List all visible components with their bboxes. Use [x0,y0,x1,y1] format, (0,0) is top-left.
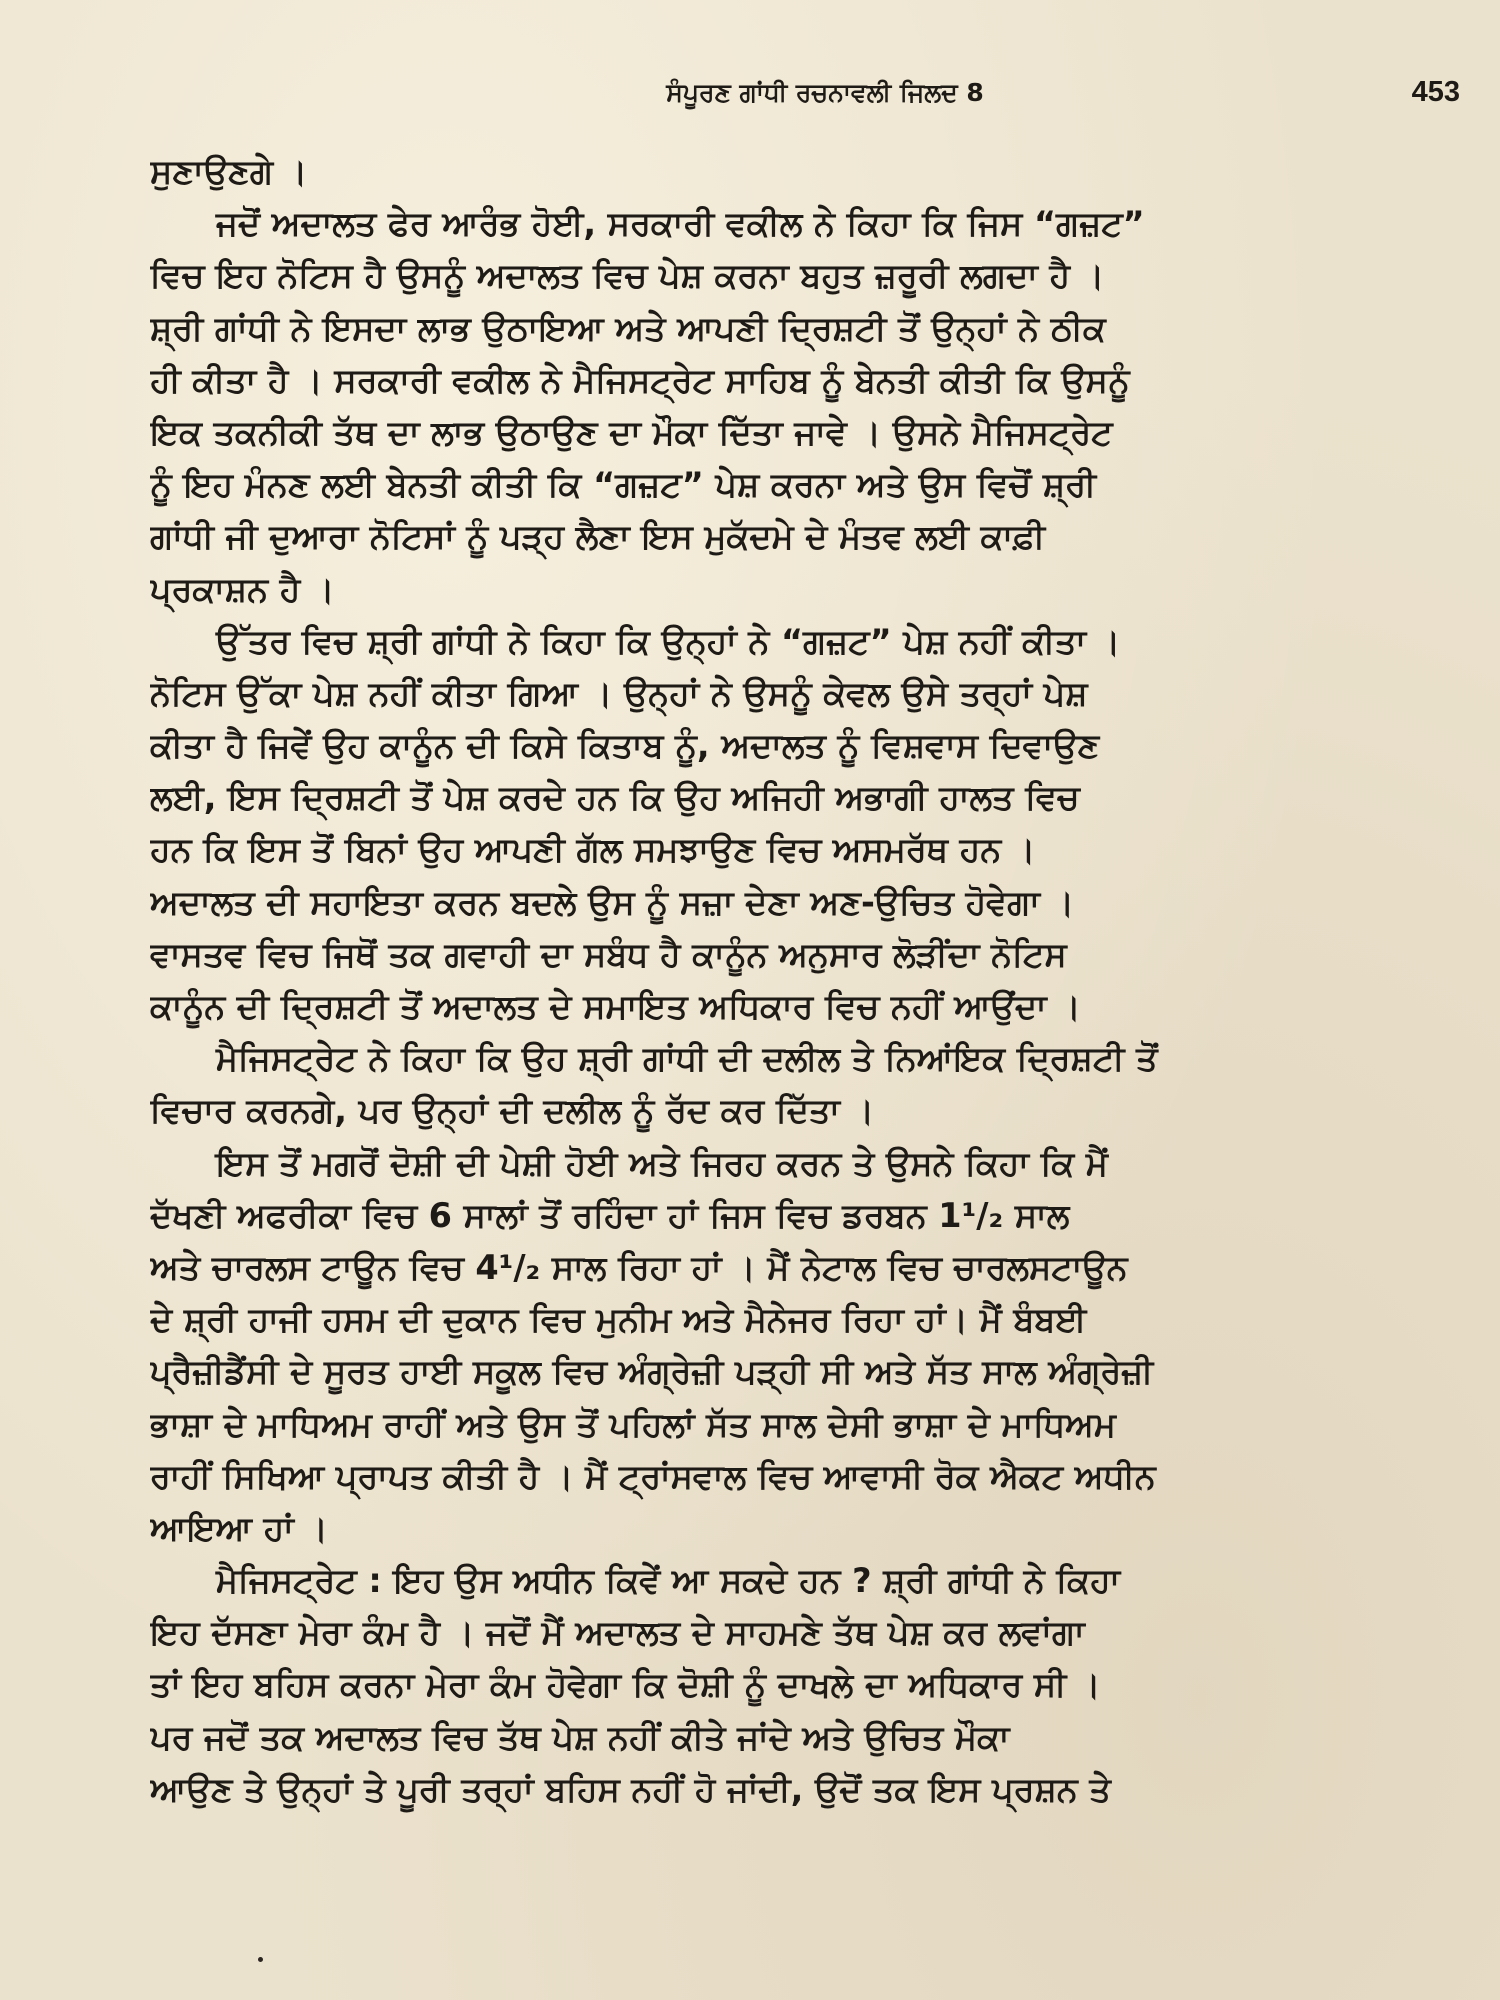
text-line: ਨੂੰ ਇਹ ਮੰਨਣ ਲਈ ਬੇਨਤੀ ਕੀਤੀ ਕਿ “ਗਜ਼ਟ” ਪੇਸ਼ ਕਰਨਾ ਅਤੇ ਉਸ ਵਿਚੋਂ ਸ਼੍ਰੀ [150,465,1097,505]
text-line: ਆਉਣ ਤੇ ਉਨ੍ਹਾਂ ਤੇ ਪੂਰੀ ਤਰ੍ਹਾਂ ਬਹਿਸ ਨਹੀਂ ਹੋ ਜਾਂਦੀ, ਉਦੋਂ ਤਕ ਇਸ ਪ੍ਰਸ਼ਨ ਤੇ [150,1769,1111,1809]
text-line: ਸੁਣਾਉਣਗੇ । [150,152,308,191]
running-header [150,78,1460,122]
text-line: ਤਾਂ ਇਹ ਬਹਿਸ ਕਰਨਾ ਮੇਰਾ ਕੰਮ ਹੋਵੇਗਾ ਕਿ ਦੋਸ਼ੀ ਨੂੰ ਦਾਖਲੇ ਦਾ ਅਧਿਕਾਰ ਸੀ । [150,1665,1101,1705]
text-line: ਵਿਚਾਰ ਕਰਨਗੇ, ਪਰ ਉਨ੍ਹਾਂ ਦੀ ਦਲੀਲ ਨੂੰ ਰੱਦ ਕਰ ਦਿੱਤਾ । [150,1091,875,1131]
body-text [150,146,1460,1816]
ink-speck [258,1957,263,1962]
text-line: ਦੱਖਣੀ ਅਫਰੀਕਾ ਵਿਚ 6 ਸਾਲਾਂ ਤੋਂ ਰਹਿੰਦਾ ਹਾਂ ਜਿਸ ਵਿਚ ਡਰਬਨ 1¹/₂ ਸਾਲ [150,1195,1070,1235]
text-line: ਅਤੇ ਚਾਰਲਸ ਟਾਊਨ ਵਿਚ 4¹/₂ ਸਾਲ ਰਿਹਾ ਹਾਂ । ਮੈਂ ਨੇਟਾਲ ਵਿਚ ਚਾਰਲਸਟਾਊਨ [150,1247,1128,1287]
text-line: ਪਰ ਜਦੋਂ ਤਕ ਅਦਾਲਤ ਵਿਚ ਤੱਥ ਪੇਸ਼ ਨਹੀਂ ਕੀਤੇ ਜਾਂਦੇ ਅਤੇ ਉਚਿਤ ਮੌਕਾ [150,1717,1010,1757]
text-line: ਭਾਸ਼ਾ ਦੇ ਮਾਧਿਅਮ ਰਾਹੀਂ ਅਤੇ ਉਸ ਤੋਂ ਪਹਿਲਾਂ ਸੱਤ ਸਾਲ ਦੇਸੀ ਭਾਸ਼ਾ ਦੇ ਮਾਧਿਅਮ [150,1404,1116,1444]
text-line: ਰਾਹੀਂ ਸਿਖਿਆ ਪ੍ਰਾਪਤ ਕੀਤੀ ਹੈ । ਮੈਂ ਟ੍ਰਾਂਸਵਾਲ ਵਿਚ ਆਵਾਸੀ ਰੋਕ ਐਕਟ ਅਧੀਨ [150,1456,1156,1496]
text-line: ਸ਼੍ਰੀ ਗਾਂਧੀ ਨੇ ਇਸਦਾ ਲਾਭ ਉਠਾਇਆ ਅਤੇ ਆਪਣੀ ਦ੍ਰਿਸ਼ਟੀ ਤੋਂ ਉਨ੍ਹਾਂ ਨੇ ਠੀਕ [150,308,1106,348]
text-line: ਵਿਚ ਇਹ ਨੋਟਿਸ ਹੈ ਉਸਨੂੰ ਅਦਾਲਤ ਵਿਚ ਪੇਸ਼ ਕਰਨਾ ਬਹੁਤ ਜ਼ਰੂਰੀ ਲਗਦਾ ਹੈ । [150,256,1105,296]
text-line: ਹਨ ਕਿ ਇਸ ਤੋਂ ਬਿਨਾਂ ਉਹ ਆਪਣੀ ਗੱਲ ਸਮਝਾਉਣ ਵਿਚ ਅਸਮਰੱਥ ਹਨ । [150,830,1036,870]
text-line: ਇਕ ਤਕਨੀਕੀ ਤੱਥ ਦਾ ਲਾਭ ਉਠਾਉਣ ਦਾ ਮੌਕਾ ਦਿੱਤਾ ਜਾਵੇ । ਉਸਨੇ ਮੈਜਿਸਟ੍ਰੇਟ [150,412,1113,452]
text-line: ਕਾਨੂੰਨ ਦੀ ਦ੍ਰਿਸ਼ਟੀ ਤੋਂ ਅਦਾਲਤ ਦੇ ਸਮਾਇਤ ਅਧਿਕਾਰ ਵਿਚ ਨਹੀਂ ਆਉਂਦਾ । [150,987,1081,1026]
text-line: ਕੀਤਾ ਹੈ ਜਿਵੇਂ ਉਹ ਕਾਨੂੰਨ ਦੀ ਕਿਸੇ ਕਿਤਾਬ ਨੂੰ, ਅਦਾਲਤ ਨੂੰ ਵਿਸ਼ਵਾਸ ਦਿਵਾਉਣ [150,726,1100,766]
page-number: 453 [1411,76,1460,108]
text-line: ਅਦਾਲਤ ਦੀ ਸਹਾਇਤਾ ਕਰਨ ਬਦਲੇ ਉਸ ਨੂੰ ਸਜ਼ਾ ਦੇਣਾ ਅਣ-ਉਚਿਤ ਹੋਵੇਗਾ । [150,882,1075,922]
text-line: ਦੇ ਸ਼੍ਰੀ ਹਾਜੀ ਹਸਮ ਦੀ ਦੁਕਾਨ ਵਿਚ ਮੁਨੀਮ ਅਤੇ ਮੈਨੇਜਰ ਰਿਹਾ ਹਾਂ। ਮੈਂ ਬੰਬਈ [150,1300,1087,1340]
text-line: ਮੈਜਿਸਟ੍ਰੇਟ : ਇਹ ਉਸ ਅਧੀਨ ਕਿਵੇਂ ਆ ਸਕਦੇ ਹਨ ? ਸ਼੍ਰੀ ਗਾਂਧੀ ਨੇ ਕਿਹਾ [216,1561,1121,1601]
text-line: ਗਾਂਧੀ ਜੀ ਦੁਆਰਾ ਨੋਟਿਸਾਂ ਨੂੰ ਪੜ੍ਹ ਲੈਣਾ ਇਸ ਮੁਕੱਦਮੇ ਦੇ ਮੰਤਵ ਲਈ ਕਾਫ਼ੀ [150,517,1046,557]
text-line: ਮੈਜਿਸਟ੍ਰੇਟ ਨੇ ਕਿਹਾ ਕਿ ਉਹ ਸ਼੍ਰੀ ਗਾਂਧੀ ਦੀ ਦਲੀਲ ਤੇ ਨਿਆਂਇਕ ਦ੍ਰਿਸ਼ਟੀ ਤੋਂ [216,1039,1158,1079]
text-line: ਆਇਆ ਹਾਂ । [150,1508,328,1548]
text-line: ਉੱਤਰ ਵਿਚ ਸ਼੍ਰੀ ਗਾਂਧੀ ਨੇ ਕਿਹਾ ਕਿ ਉਨ੍ਹਾਂ ਨੇ “ਗਜ਼ਟ” ਪੇਸ਼ ਨਹੀਂ ਕੀਤਾ । [216,621,1121,661]
text-line: ਪ੍ਰੈਜ਼ੀਡੈਂਸੀ ਦੇ ਸੂਰਤ ਹਾਈ ਸਕੂਲ ਵਿਚ ਅੰਗ੍ਰੇਜ਼ੀ ਪੜ੍ਹੀ ਸੀ ਅਤੇ ਸੱਤ ਸਾਲ ਅੰਗ੍ਰੇਜ਼ੀ [150,1352,1154,1392]
text-line: ਨੋਟਿਸ ਉੱਕਾ ਪੇਸ਼ ਨਹੀਂ ਕੀਤਾ ਗਿਆ । ਉਨ੍ਹਾਂ ਨੇ ਉਸਨੂੰ ਕੇਵਲ ਉਸੇ ਤਰ੍ਹਾਂ ਪੇਸ਼ [150,673,1088,713]
text-line: ਇਹ ਦੱਸਣਾ ਮੇਰਾ ਕੰਮ ਹੈ । ਜਦੋਂ ਮੈਂ ਅਦਾਲਤ ਦੇ ਸਾਹਮਣੇ ਤੱਥ ਪੇਸ਼ ਕਰ ਲਵਾਂਗਾ [150,1613,1085,1653]
text-line: ਪ੍ਰਕਾਸ਼ਨ ਹੈ । [150,569,335,609]
text-line: ਵਾਸਤਵ ਵਿਚ ਜਿਥੋਂ ਤਕ ਗਵਾਹੀ ਦਾ ਸਬੰਧ ਹੈ ਕਾਨੂੰਨ ਅਨੁਸਾਰ ਲੋੜੀਂਦਾ ਨੋਟਿਸ [150,934,1067,974]
text-line: ਇਸ ਤੋਂ ਮਗਰੋਂ ਦੋਸ਼ੀ ਦੀ ਪੇਸ਼ੀ ਹੋਈ ਅਤੇ ਜਿਰਹ ਕਰਨ ਤੇ ਉਸਨੇ ਕਿਹਾ ਕਿ ਮੈਂ [216,1143,1108,1183]
text-line: ਜਦੋਂ ਅਦਾਲਤ ਫੇਰ ਆਰੰਭ ਹੋਈ, ਸਰਕਾਰੀ ਵਕੀਲ ਨੇ ਕਿਹਾ ਕਿ ਜਿਸ “ਗਜ਼ਟ” [216,204,1145,244]
text-line: ਲਈ, ਇਸ ਦ੍ਰਿਸ਼ਟੀ ਤੋਂ ਪੇਸ਼ ਕਰਦੇ ਹਨ ਕਿ ਉਹ ਅਜਿਹੀ ਅਭਾਗੀ ਹਾਲਤ ਵਿਚ [150,778,1080,818]
book-title-header: ਸੰਪੂਰਣ ਗਾਂਧੀ ਰਚਨਾਵਲੀ ਜਿਲਦ 8 [666,78,984,107]
text-line: ਹੀ ਕੀਤਾ ਹੈ । ਸਰਕਾਰੀ ਵਕੀਲ ਨੇ ਮੈਜਿਸਟ੍ਰੇਟ ਸਾਹਿਬ ਨੂੰ ਬੇਨਤੀ ਕੀਤੀ ਕਿ ਉਸਨੂੰ [150,360,1130,400]
